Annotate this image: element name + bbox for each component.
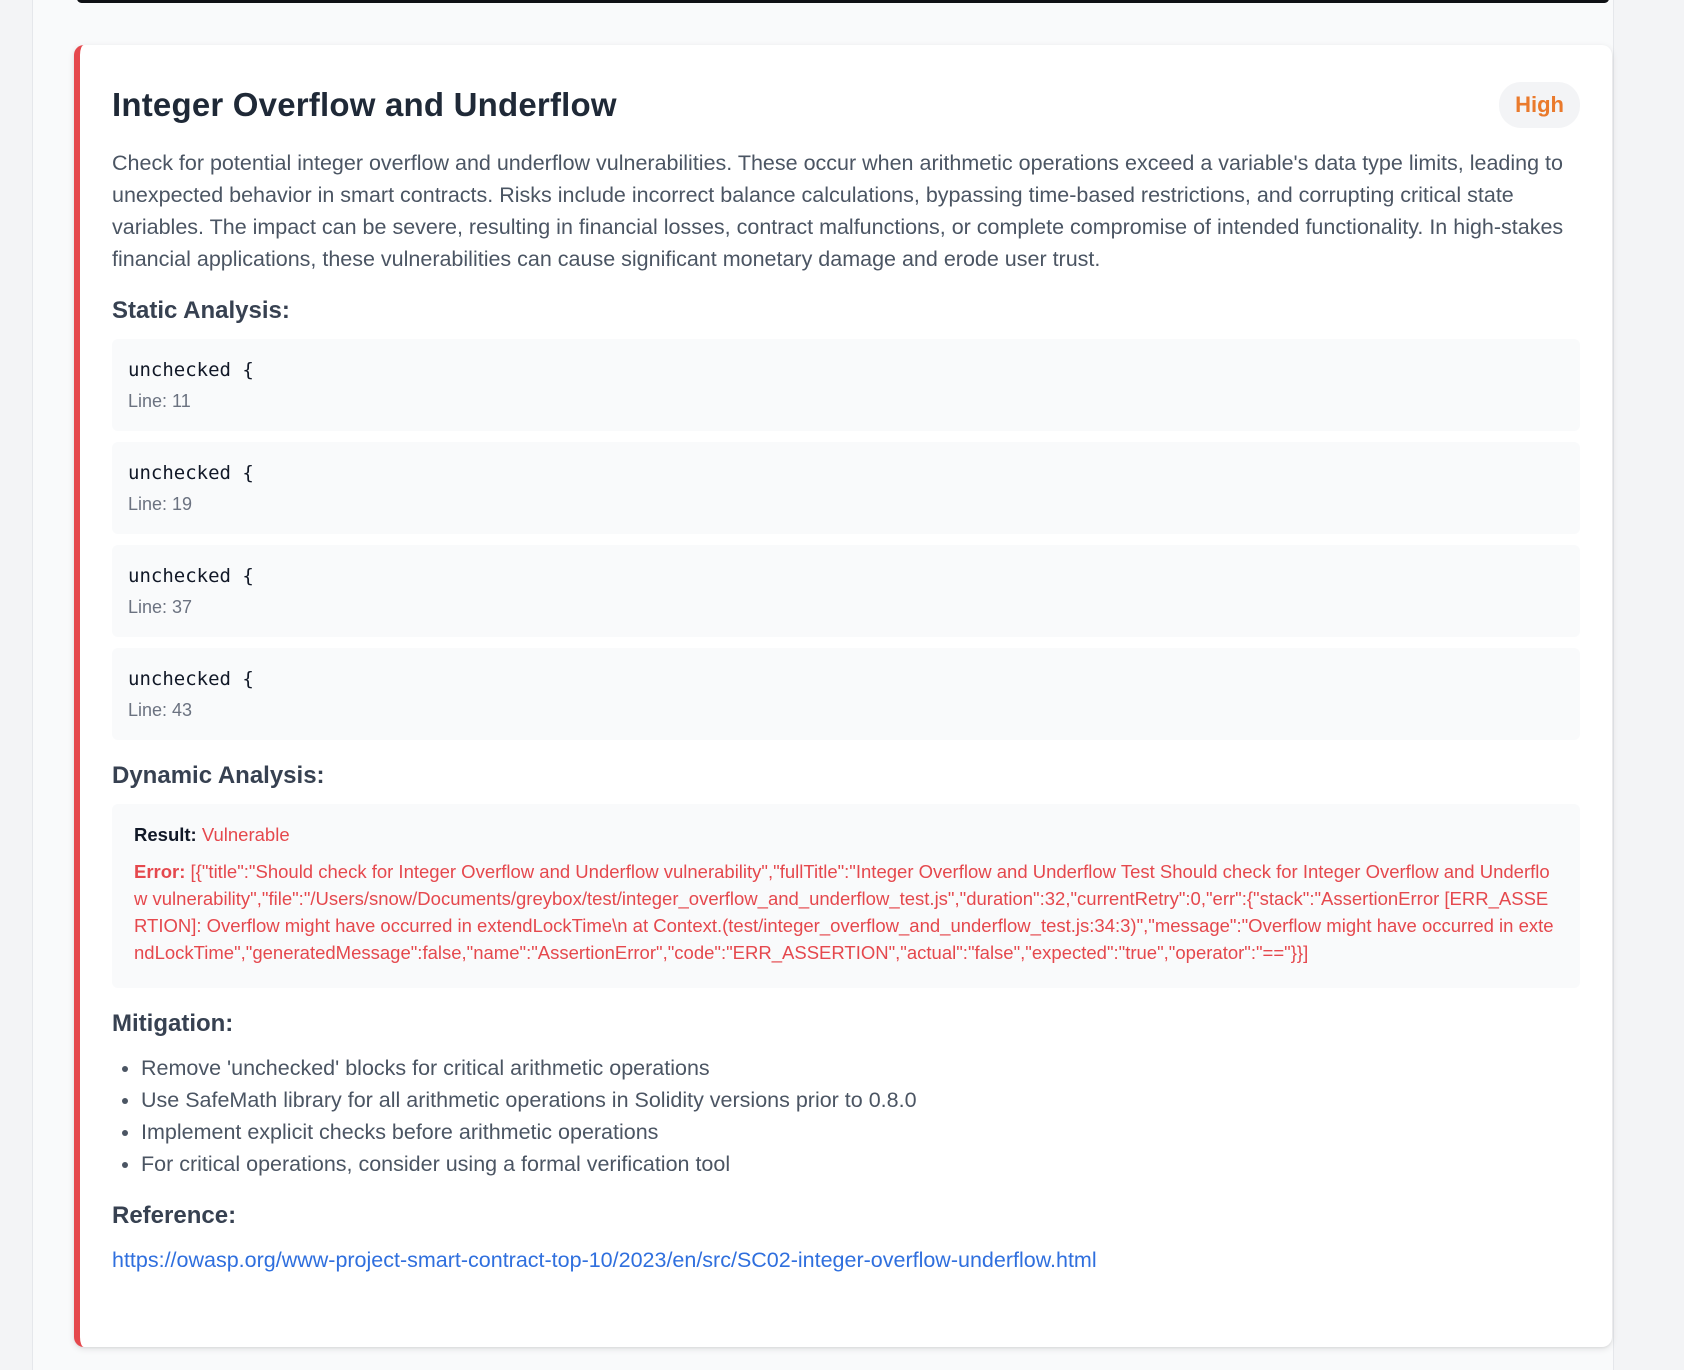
static-finding — [112, 339, 1580, 431]
finding-code: unchecked { — [128, 668, 254, 690]
error-label: Error: — [134, 861, 186, 882]
finding-line: Line: 37 — [128, 597, 193, 617]
mitigation-item: • Implement explicit checks before arithmetic operations — [141, 1116, 1580, 1148]
mitigation-item: • Use SafeMath library for all arithmetic operations in Solidity versions prior to 0.8.0 — [141, 1084, 1580, 1116]
result-value: Vulnerable — [201, 824, 290, 845]
error-output — [134, 858, 1558, 966]
finding-line: Line: 11 — [128, 391, 191, 411]
vulnerability-card — [74, 45, 1612, 1347]
static-findings-list — [112, 339, 1580, 740]
finding-line: Line: 43 — [128, 700, 193, 720]
severity-badge: High — [1499, 82, 1580, 128]
static-finding — [112, 545, 1580, 637]
result-row — [134, 824, 1558, 846]
mitigation-item: • For critical operations, consider using a formal verification tool — [141, 1148, 1580, 1180]
reference-link[interactable]: https://owasp.org/www-project-smart-contract-top-10/2023/en/src/SC02-integer-overflow-underflow.html — [112, 1248, 1097, 1272]
finding-code: unchecked { — [128, 359, 254, 381]
dynamic-analysis-heading: Dynamic Analysis: — [112, 762, 325, 789]
reference-heading: Reference: — [112, 1202, 237, 1229]
finding-code: unchecked { — [128, 565, 254, 587]
mitigation-item: • Remove 'unchecked' blocks for critical arithmetic operations — [141, 1052, 1580, 1084]
vulnerability-description: Check for potential integer overflow and underflow vulnerabilities. These occur when arithmetic operations exceed a variable's data type limits, leading to unexpected behavior in smart contracts. Risks include incorrect balance calculations, bypassing time-based restrictions, and corrupting critical state variables. The impact can be severe, resulting in financial losses, contract malfunctions, or complete compromise of intended functionality. In high-stakes financial applications, these vulnerabilities can cause significant monetary damage and erode user trust. — [112, 151, 1564, 271]
vulnerability-title: Integer Overflow and Underflow — [112, 86, 617, 123]
mitigation-list — [112, 1052, 1580, 1180]
static-finding — [112, 648, 1580, 740]
static-finding — [112, 442, 1580, 534]
static-analysis-heading: Static Analysis: — [112, 297, 290, 324]
finding-line: Line: 19 — [128, 494, 193, 514]
previous-card-edge — [77, 0, 1609, 3]
result-label: Result: — [134, 824, 197, 845]
card-header — [112, 77, 1580, 133]
error-message: [{"title":"Should check for Integer Overflow and Underflow vulnerability","fullTitle":"Integer Overflow and Underflow Test Should check for Integer Overflow and Underflow vulnerability","file":"/Users/snow/Documents/greybox/test/integer_overflow_and_underflow_test.js","duration":32,"currentRetry":0,"err":{"stack":"AssertionError [ERR_ASSERTION]: Overflow might have occurred in extendLockTime\n at Context.(test/integer_overflow_and_underflow_test.js:34:3)","message":"Overflow might have occurred in extendLockTime","generatedMessage":false,"name":"AssertionError","code":"ERR_ASSERTION","actual":"false","expected":"true","operator":"=="}}] — [134, 861, 1554, 963]
dynamic-analysis-box — [112, 804, 1580, 988]
finding-code: unchecked { — [128, 462, 254, 484]
mitigation-heading: Mitigation: — [112, 1010, 234, 1037]
